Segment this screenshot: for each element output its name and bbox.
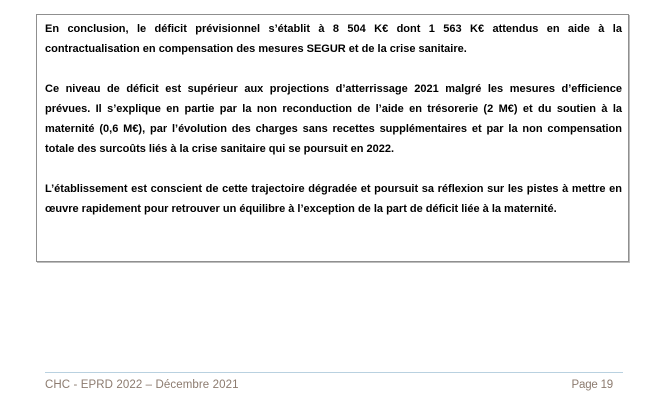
footer-page-number: Page 19 [571, 379, 613, 391]
conclusion-paragraph-2: Ce niveau de déficit est supérieur aux projections d’atterrissage 2021 malgré les mesures d’efficience prévues. Il s’explique en partie par la non reconduction de l’aide en trésorerie (2 M€) et du soutien à la maternité (0,6 M€), par l’évolution des charges sans recettes supplémentaires et par la non compensation totale des surcoûts liés à la crise sanitaire qui se poursuit en 2022. [45, 83, 622, 155]
conclusion-paragraph-1: En conclusion, le déficit prévisionnel s’établit à 8 504 K€ dont 1 563 K€ attendus en aide à la contractualisation en compensation des mesures SEGUR et de la crise sanitaire. [45, 23, 622, 55]
footer-divider [45, 372, 623, 373]
page-footer [45, 378, 623, 392]
conclusion-text-box [36, 14, 629, 262]
footer-document-title: CHC - EPRD 2022 – Décembre 2021 [45, 379, 239, 391]
conclusion-paragraph-3: L’établissement est conscient de cette trajectoire dégradée et poursuit sa réflexion sur les pistes à mettre en œuvre rapidement pour retrouver un équilibre à l’exception de la part de déficit liée à la maternité. [45, 183, 622, 215]
